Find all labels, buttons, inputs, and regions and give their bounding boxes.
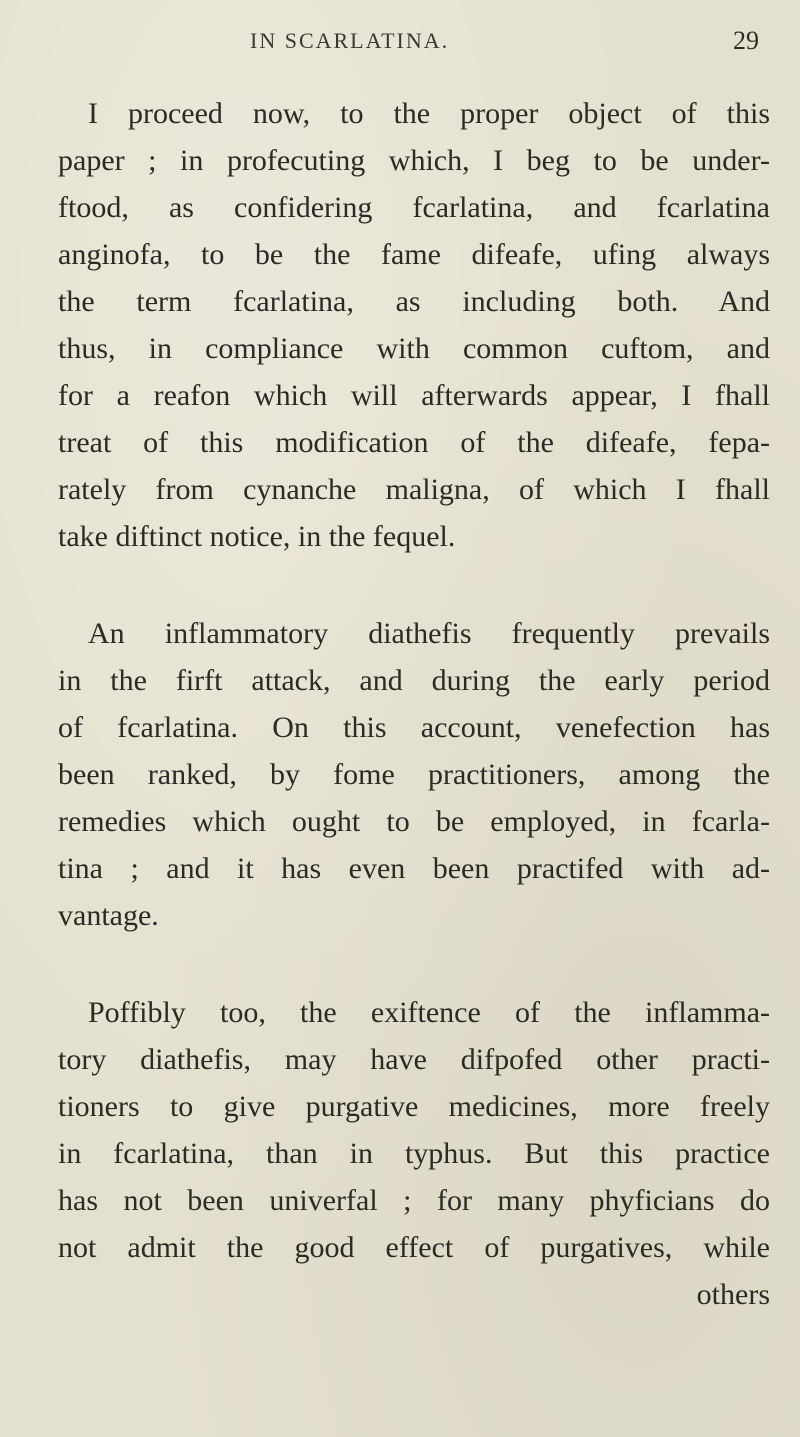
text-line: in fcarlatina, than in typhus. But this practice — [58, 1137, 770, 1170]
text-line: has not been univerfal ; for many phyficians do — [58, 1184, 770, 1217]
text-line: rately from cynanche maligna, of which I fhall — [58, 473, 770, 506]
text-line: remedies which ought to be employed, in fcarla- — [58, 805, 770, 838]
paragraph — [58, 989, 770, 1318]
text-line: tioners to give purgative medicines, more freely — [58, 1090, 770, 1123]
page-header — [0, 28, 800, 62]
text-line: tina ; and it has even been practifed with ad- — [58, 852, 770, 885]
text-line: anginofa, to be the fame difeafe, ufing always — [58, 238, 770, 271]
text-line: tory diathefis, may have difpofed other practi- — [58, 1043, 770, 1076]
text-line: of fcarlatina. On this account, venefection has — [58, 711, 770, 744]
text-line: thus, in compliance with common cuftom, and — [58, 332, 770, 365]
catchword: others — [696, 1278, 770, 1311]
body-text — [58, 90, 770, 1368]
text-line: the term fcarlatina, as including both. And — [58, 285, 770, 318]
page-number: 29 — [733, 26, 759, 55]
text-line: not admit the good effect of purgatives, while — [58, 1231, 770, 1264]
text-line: vantage. — [58, 899, 159, 932]
paragraph — [58, 610, 770, 939]
text-line: paper ; in profecuting which, I beg to be under- — [58, 144, 770, 177]
text-line: in the firft attack, and during the early period — [58, 664, 770, 697]
text-line: treat of this modification of the difeafe, fepa- — [58, 426, 770, 459]
text-line: Poffibly too, the exiftence of the inflamma- — [88, 996, 770, 1029]
running-head: IN SCARLATINA. — [250, 28, 450, 53]
text-line: take diftinct notice, in the fequel. — [58, 520, 456, 553]
text-line: ftood, as confidering fcarlatina, and fcarlatina — [58, 191, 770, 224]
paragraph — [58, 90, 770, 560]
text-line: for a reafon which will afterwards appear, I fhall — [58, 379, 770, 412]
text-line: An inflammatory diathefis frequently prevails — [88, 617, 770, 650]
text-line: been ranked, by fome practitioners, among the — [58, 758, 770, 791]
text-line: I proceed now, to the proper object of this — [88, 97, 770, 130]
